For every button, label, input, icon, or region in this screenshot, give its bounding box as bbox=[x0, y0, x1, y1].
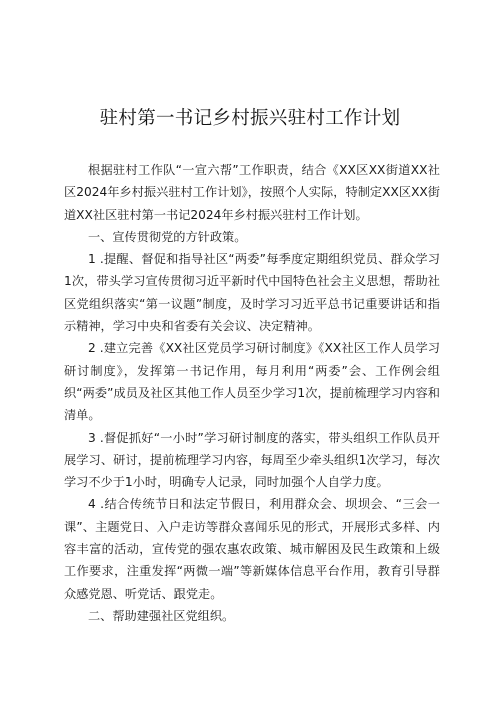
document-body bbox=[64, 159, 440, 627]
section-heading-1: 一、宣传贯彻党的方针政策。 bbox=[88, 229, 247, 244]
intro-paragraph: 根据驻村工作队“一宣六帮”工作职责，结合《XX区XX街道XX社区2024年乡村振兴驻村工作计划》，按照个人实际，特制定XX区XX街道XX社区驻村第一书记2024年乡村振兴驻村工作计划。 bbox=[64, 163, 440, 222]
item-paragraph-2: 2 .建立完善《XX社区党员学习研讨制度》《XX社区工作人员学习研讨制度》，发挥第一书记作用，每月利用“两委”会、工作例会组织“两委”成员及社区其他工作人员至少学习1次，提前梳理学习内容和清单。 bbox=[64, 341, 440, 423]
section-heading-2: 二、帮助建强社区党组织。 bbox=[88, 608, 235, 623]
document-title: 驻村第一书记乡村振兴驻村工作计划 bbox=[99, 108, 401, 129]
item-paragraph-4: 4 .结合传统节日和法定节假日，利用群众会、坝坝会、“三会一课”、主题党日、入户走访等群众喜闻乐见的形式，开展形式多样、内容丰富的活动，宣传党的强农惠农政策、城市解困及民生政策和上级工作要求，注重发挥“两微一端”等新媒体信息平台作用，教育引导群众感党恩、听党话、跟党走。 bbox=[64, 497, 440, 601]
item-paragraph-1: 1 .提醒、督促和指导社区“两委”每季度定期组织党员、群众学习1次，带头学习宣传贯彻习近平新时代中国特色社会主义思想，帮助社区党组织落实“第一议题”制度，及时学习习近平总书记重要讲话和指示精神，学习中央和省委有关会议、决定精神。 bbox=[64, 252, 440, 334]
item-paragraph-3: 3 .督促抓好“一小时”学习研讨制度的落实，带头组织工作队员开展学习、研讨，提前梳理学习内容，每周至少牵头组织1次学习，每次学习不少于1小时，明确专人记录，同时加强个人自学力度。 bbox=[64, 430, 440, 490]
